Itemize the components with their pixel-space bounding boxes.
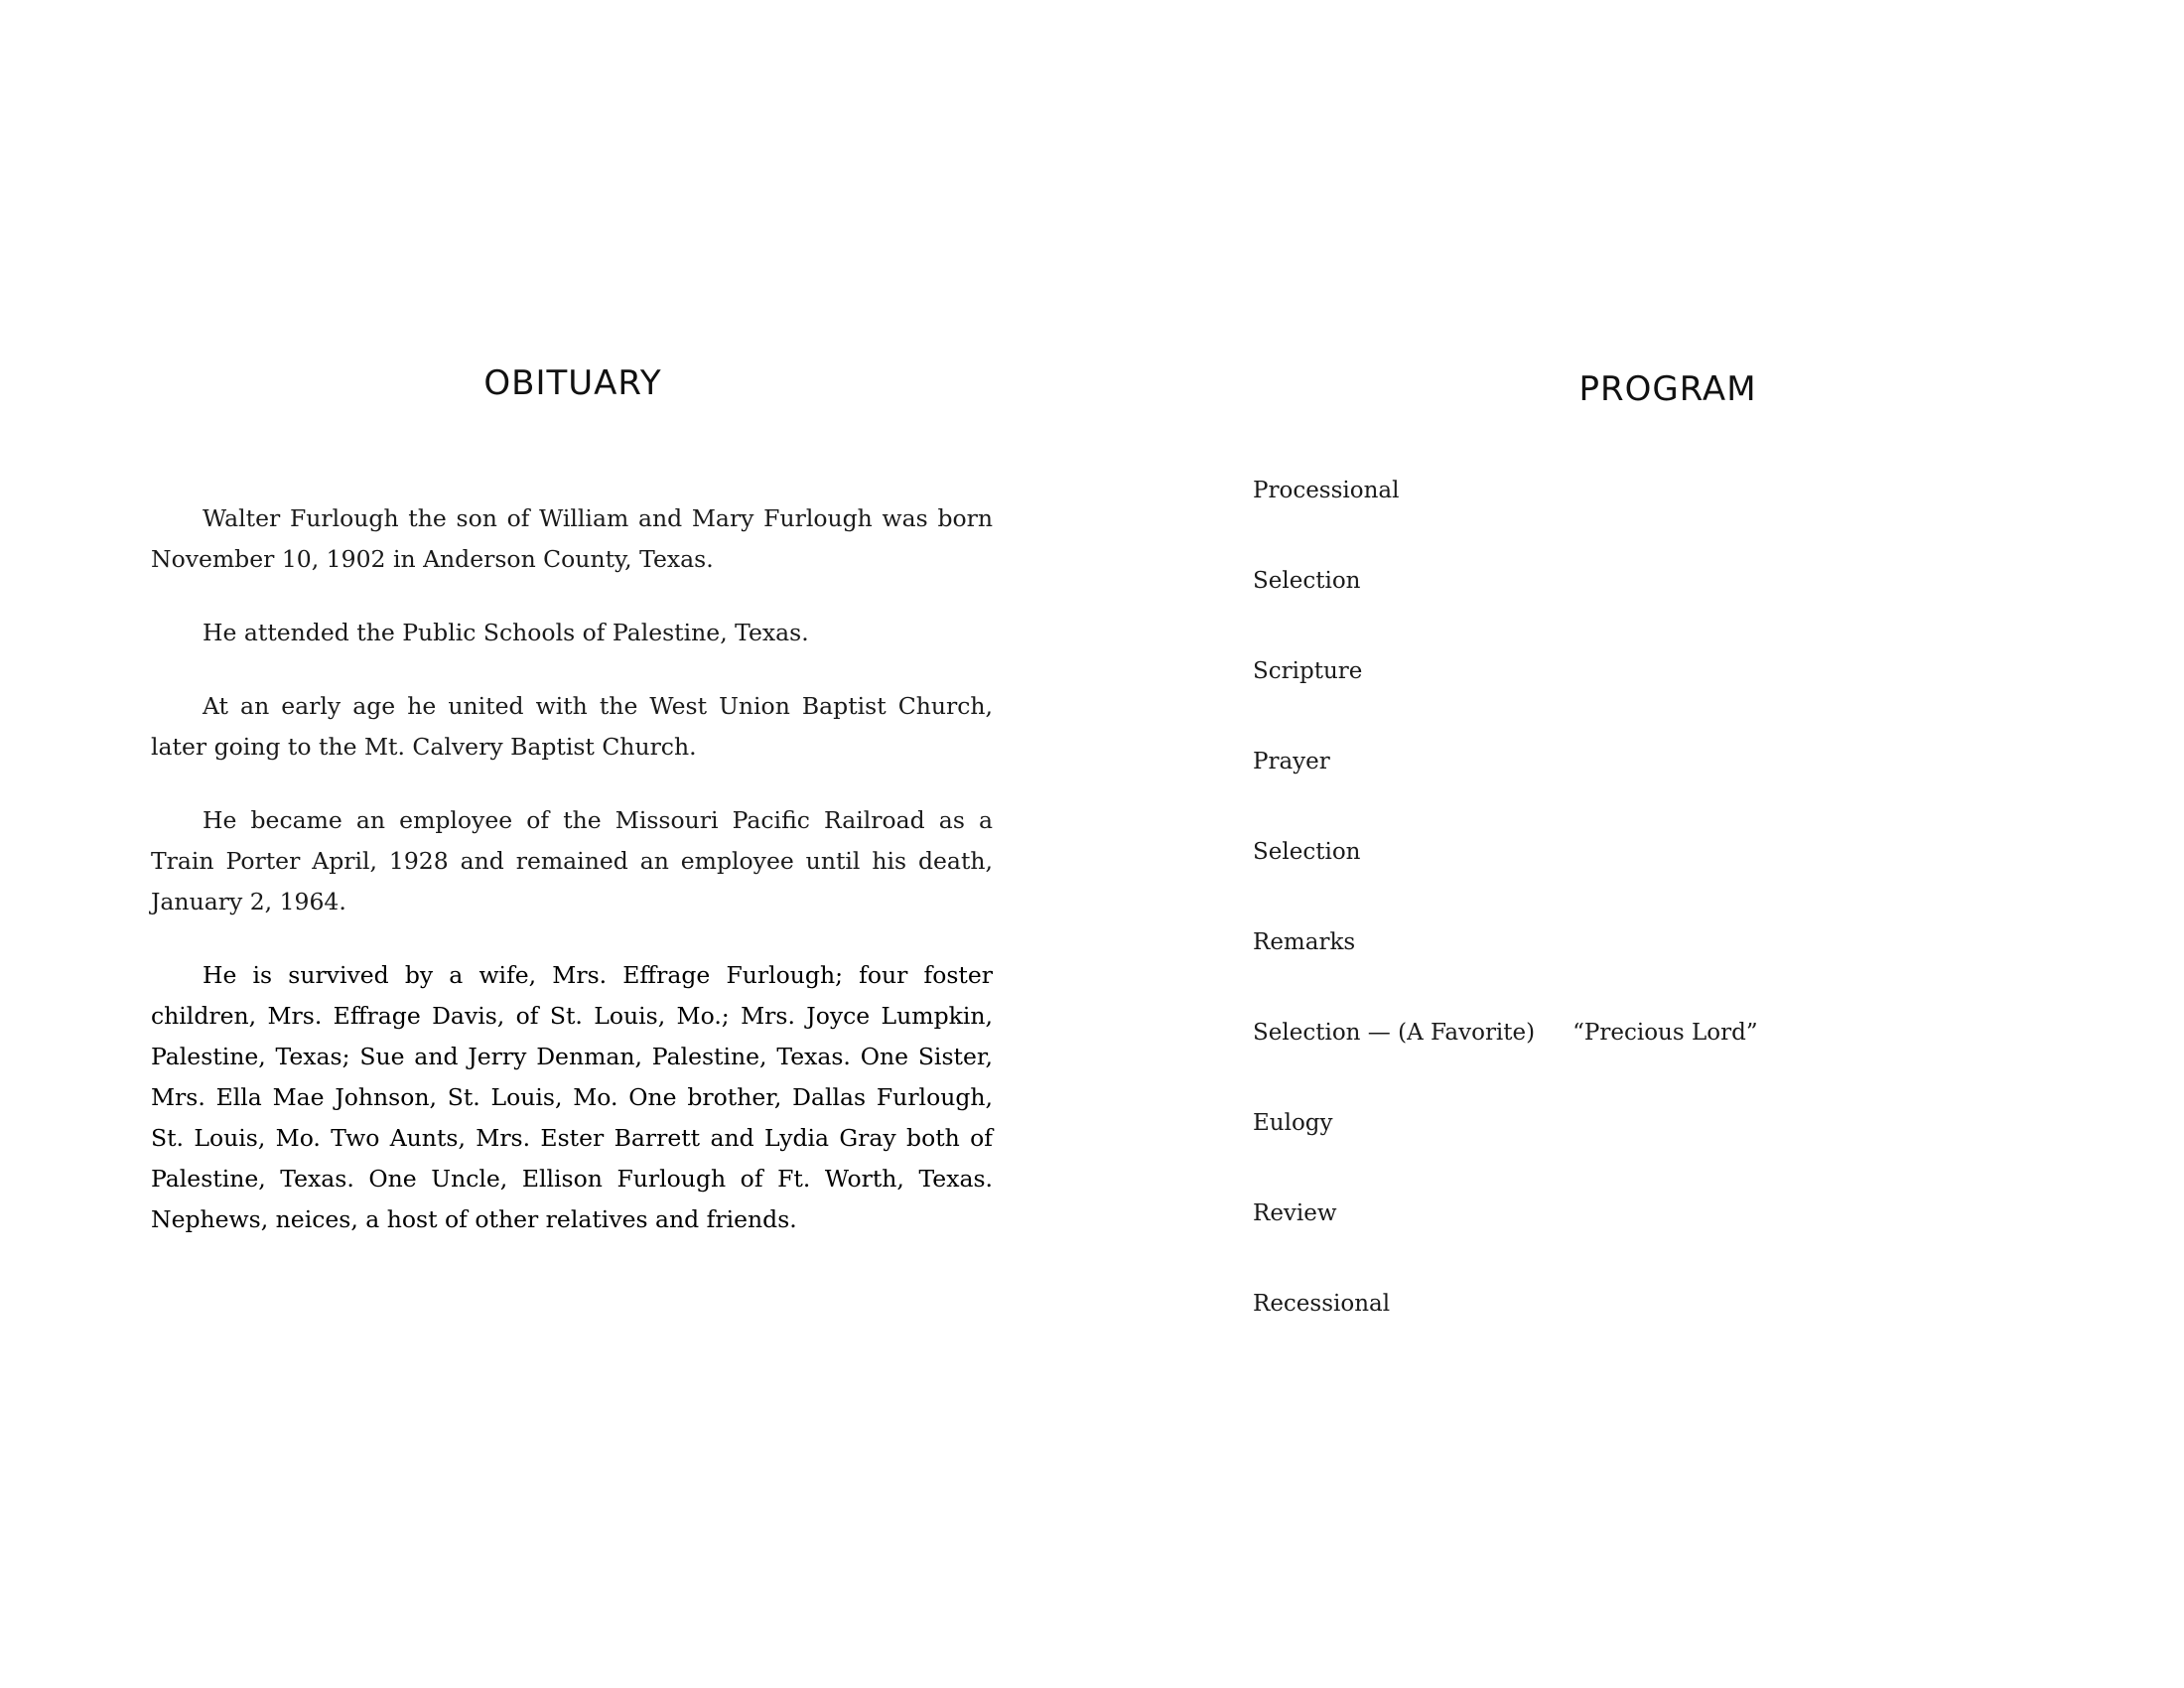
program-item-label: Selection — (A Favorite) <box>1253 1020 1536 1046</box>
program-item <box>1253 471 1758 561</box>
program-item-hymn-title: “Precious Lord” <box>1572 1020 1758 1046</box>
obituary-paragraph-survivors: He is survived by a wife, Mrs. Effrage Furlough; four foster children, Mrs. Effrage Davis, of St. Louis, Mo.; Mrs. Joyce Lumpkin, Palestine, Texas; Sue and Jerry Denman, Palestine, Texas. One Sister, Mrs. Ella Mae Johnson, St. Louis, Mo. One brother, Dallas Furlough, St. Louis, Mo. Two Aunts, Mrs. Ester Barrett and Lydia Gray both of Palestine, Texas. One Uncle, Ellison Furlough of Ft. Worth, Texas. Nephews, neices, a host of other relatives and friends. <box>151 961 993 1233</box>
program-item-label: Selection <box>1253 839 1361 865</box>
program-item <box>1253 1284 1758 1374</box>
program-item <box>1253 1013 1758 1103</box>
program-item-label: Selection <box>1253 568 1361 594</box>
obituary-heading: OBITUARY <box>483 363 662 403</box>
program-item <box>1253 1103 1758 1194</box>
program-item-label: Processional <box>1253 478 1400 503</box>
program-item <box>1253 651 1758 742</box>
program-item <box>1253 1194 1758 1284</box>
program-item-label: Prayer <box>1253 749 1330 774</box>
program-item-label: Scripture <box>1253 658 1363 684</box>
program-item <box>1253 922 1758 1013</box>
program-item <box>1253 742 1758 832</box>
obituary-paragraph-church: At an early age he united with the West Union Baptist Church, later going to the Mt. Calvery Baptist Church. <box>151 692 993 761</box>
obituary-paragraph-birth: Walter Furlough the son of William and Mary Furlough was born November 10, 1902 in Anderson County, Texas. <box>151 504 993 573</box>
program-item <box>1253 561 1758 651</box>
program-heading: PROGRAM <box>1578 369 1757 409</box>
obituary-body <box>151 498 993 1240</box>
program-item-label: Recessional <box>1253 1291 1391 1317</box>
program-list <box>1253 471 1758 1374</box>
program-item <box>1253 832 1758 922</box>
obituary-paragraph-employment: He became an employee of the Missouri Pacific Railroad as a Train Porter April, 1928 and remained an employee until his death, January 2, 1964. <box>151 806 993 915</box>
obituary-paragraph-education: He attended the Public Schools of Palestine, Texas. <box>203 619 809 646</box>
program-item-label: Eulogy <box>1253 1110 1333 1136</box>
program-item-label: Review <box>1253 1200 1337 1226</box>
program-item-label: Remarks <box>1253 929 1356 955</box>
